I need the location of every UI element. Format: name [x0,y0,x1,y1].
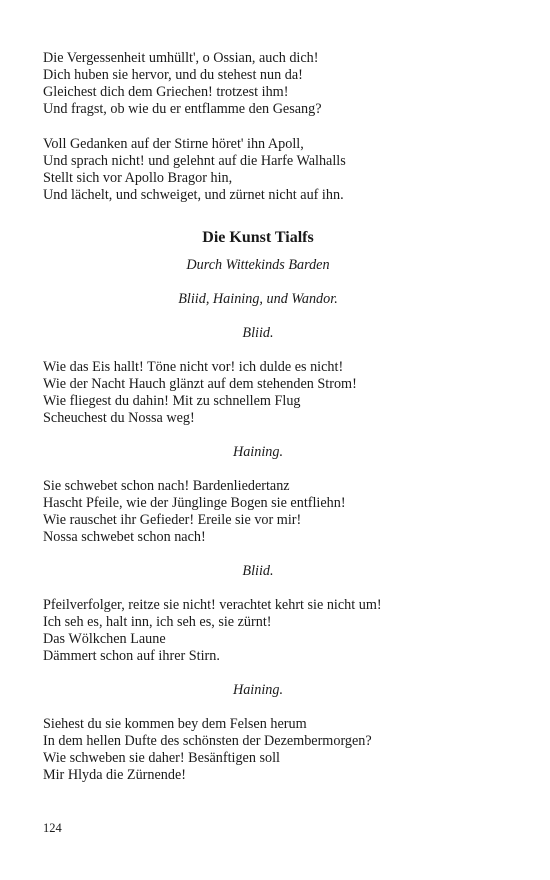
verse-line: Voll Gedanken auf der Stirne höret' ihn Apoll, [43,136,304,152]
verse-line: Ich seh es, halt inn, ich seh es, sie zürnt! [43,614,272,630]
verse-line: Scheuchest du Nossa weg! [43,410,195,426]
verse-line: Mir Hlyda die Zürnende! [43,767,187,783]
stanza-section-3 [43,597,473,665]
speaker-label: Bliid. [242,563,274,579]
stanza-top-2 [43,136,473,204]
poem-title: Die Kunst Tialfs [202,229,314,246]
poem-participants: Bliid, Haining, und Wandor. [178,291,338,307]
verse-line: Stellt sich vor Apollo Bragor hin, [43,170,233,186]
verse-line: Und sprach nicht! und gelehnt auf die Harfe Walhalls [43,153,346,169]
verse-line: Gleichest dich dem Griechen! trotzest ihm! [43,84,289,100]
verse-line: Sie schwebet schon nach! Bardenliedertanz [43,478,290,494]
poem-subtitle: Durch Wittekinds Barden [186,257,330,273]
verse-line: Wie der Nacht Hauch glänzt auf dem stehenden Strom! [43,376,357,392]
speaker-label: Haining. [232,682,284,698]
stanza-section-1 [43,359,473,427]
verse-line: Dämmert schon auf ihrer Stirn. [43,648,220,664]
speaker-label: Haining. [232,444,284,460]
speaker-label: Bliid. [242,325,274,341]
verse-line: Das Wölkchen Laune [43,631,166,647]
verse-line: Wie das Eis hallt! Töne nicht vor! ich dulde es nicht! [43,359,344,375]
verse-line: Wie fliegest du dahin! Mit zu schnellem Flug [43,393,301,409]
stanza-top-1 [43,50,473,118]
stanza-section-2 [43,478,473,546]
page-body [43,50,473,784]
verse-line: Wie rauschet ihr Gefieder! Ereile sie vor mir! [43,512,302,528]
verse-line: Nossa schwebet schon nach! [43,529,206,545]
verse-line: Die Vergessenheit umhüllt', o Ossian, auch dich! [43,50,319,66]
verse-line: In dem hellen Dufte des schönsten der Dezembermorgen? [43,733,372,749]
verse-line: Hascht Pfeile, wie der Jünglinge Bogen sie entfliehn! [43,495,346,511]
verse-line: Und lächelt, und schweiget, und zürnet nicht auf ihn. [43,187,344,203]
page-number: 124 [43,821,62,835]
verse-line: Dich huben sie hervor, und du stehest nun da! [43,67,303,83]
verse-line: Und fragst, ob wie du er entflamme den Gesang? [43,101,322,117]
stanza-section-4 [43,716,473,784]
verse-line: Pfeilverfolger, reitze sie nicht! verachtet kehrt sie nicht um! [43,597,382,613]
verse-line: Siehest du sie kommen bey dem Felsen herum [43,716,307,732]
verse-line: Wie schweben sie daher! Besänftigen soll [43,750,280,766]
